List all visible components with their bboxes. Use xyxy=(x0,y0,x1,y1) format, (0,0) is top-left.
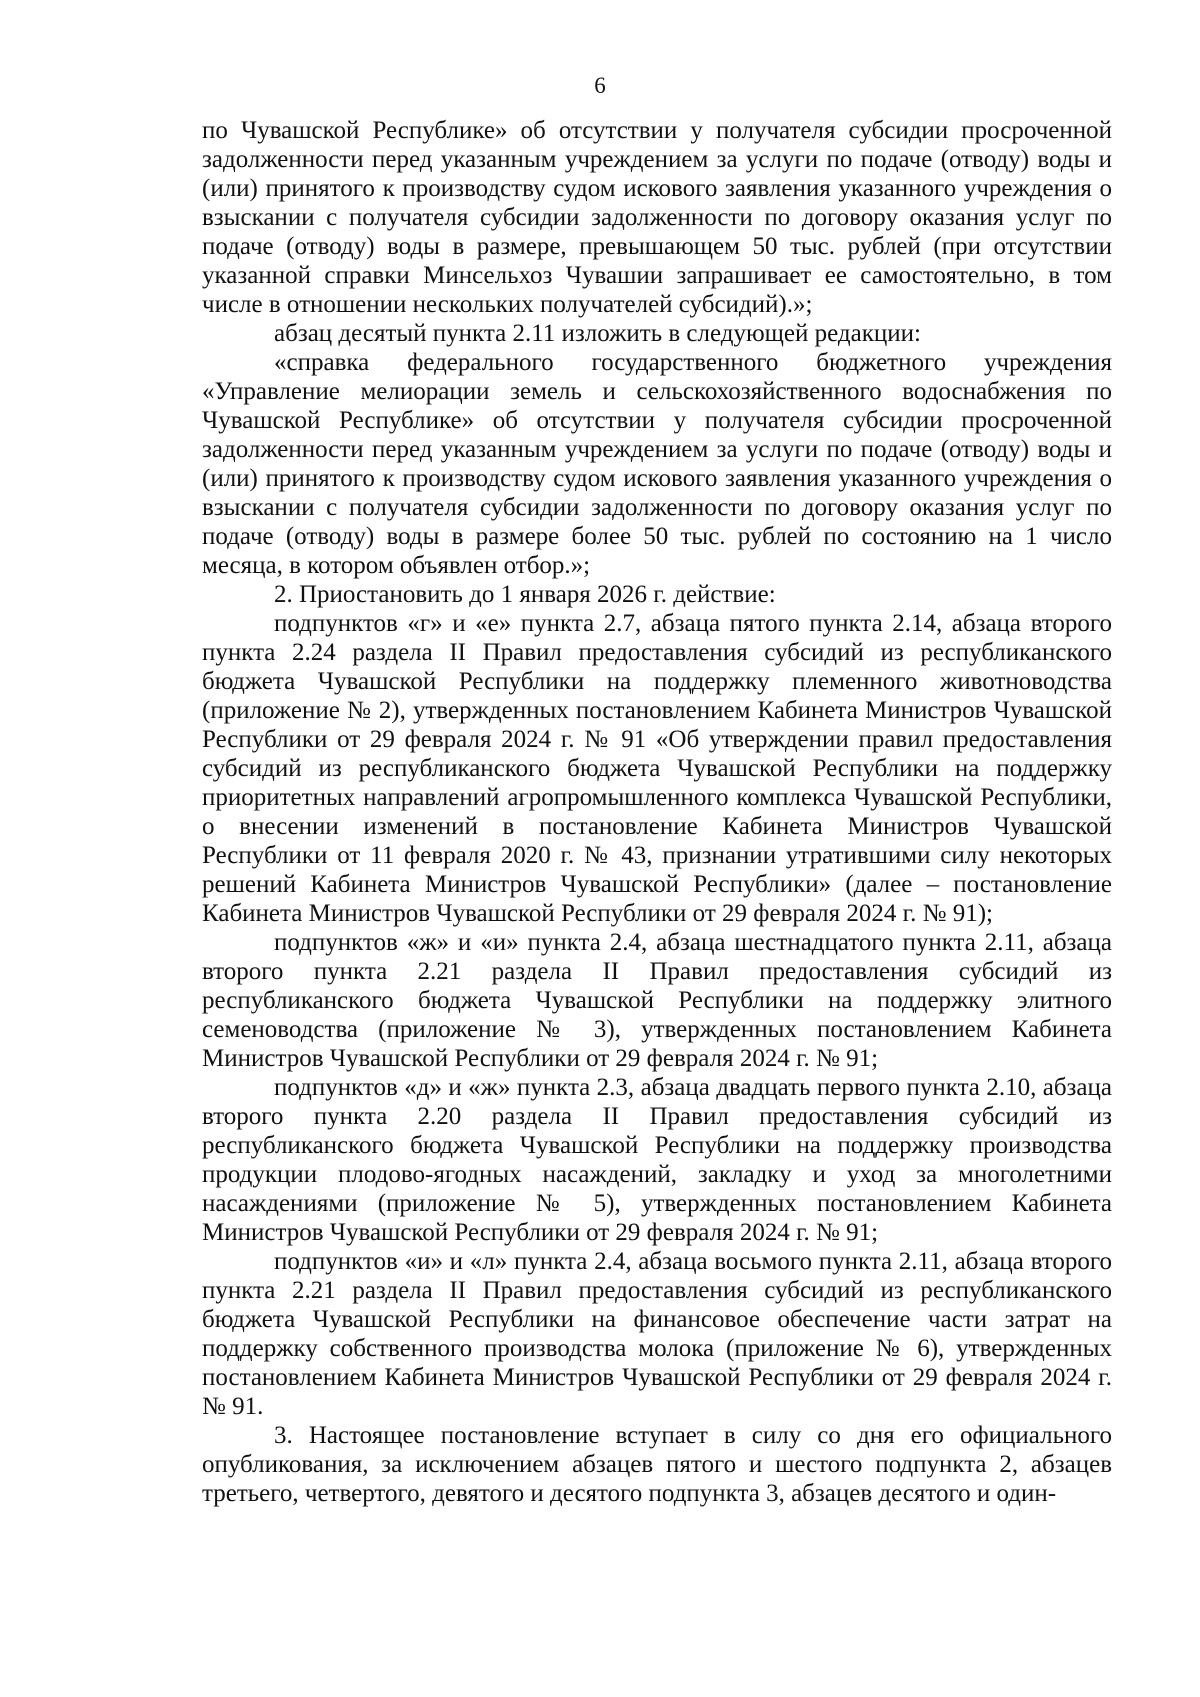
paragraph-amendment-text: «справка федерального государственного бюджетного учреждения «Управление мелиорации земель и сельскохозяйственного водоснабжения по Чувашской Республике» об отсутствии у получателя субсидии просроченной задолженности перед указанным учреждением за услуги по подаче (отводу) воды и (или) принятого к производству судом искового заявления указанного учреждения о взыскании с получателя субсидии задолженности по договору оказания услуг по подаче (отводу) воды в размере более 50 тыс. рублей по состоянию на 1 число месяца, в котором объявлен отбор.»; xyxy=(202,349,1112,579)
page-number: 6 xyxy=(594,73,606,98)
document-body xyxy=(202,116,1112,1508)
paragraph-continuation: по Чувашской Республике» об отсутствии у получателя субсидии просроченной задолженности перед указанным учреждением за услуги по подаче (отводу) воды и (или) принятого к производству судом искового заявления указанного учреждения о взыскании с получателя субсидии задолженности по договору оказания услуг по подаче (отводу) воды в размере, превышающем 50 тыс. рублей (при отсутствии указанной справки Минсельхоз Чувашии запрашивает ее самостоятельно, в том числе в отношении нескольких получателей субсидий).»; xyxy=(202,117,1112,318)
paragraph-amendment-intro: абзац десятый пункта 2.11 изложить в следующей редакции: xyxy=(274,320,921,347)
paragraph-suspension-4: подпунктов «и» и «л» пункта 2.4, абзаца восьмого пункта 2.11, абзаца второго пункта 2.21 раздела II Правил предоставления субсидий из республиканского бюджета Чувашской Республики на финансовое обеспечение части затрат на поддержку собственного производства молока (приложение № 6), утвержденных постановлением Кабинета Министров Чувашской Республики от 29 февраля 2024 г. № 91. xyxy=(202,1248,1112,1420)
paragraph-suspension-2: подпунктов «ж» и «и» пункта 2.4, абзаца шестнадцатого пункта 2.11, абзаца второго пункта 2.21 раздела II Правил предоставления субсидий из республиканского бюджета Чувашской Республики на поддержку элитного семеноводства (приложение № 3), утвержденных постановлением Кабинета Министров Чувашской Республики от 29 февраля 2024 г. № 91; xyxy=(202,929,1112,1072)
paragraph-item-3: 3. Настоящее постановление вступает в силу со дня его официального опубликования, за исключением абзацев пятого и шестого подпункта 2, абзацев третьего, четвертого, девятого и десятого подпункта 3, абзацев десятого и один- xyxy=(202,1422,1112,1507)
paragraph-suspension-3: подпунктов «д» и «ж» пункта 2.3, абзаца двадцать первого пункта 2.10, абзаца второго пункта 2.20 раздела II Правил предоставления субсидий из республиканского бюджета Чувашской Республики на поддержку производства продукции плодово-ягодных насаждений, закладку и уход за многолетними насаждениями (приложение № 5), утвержденных постановлением Кабинета Министров Чувашской Республики от 29 февраля 2024 г. № 91; xyxy=(202,1074,1112,1246)
paragraph-suspension-1: подпунктов «г» и «е» пункта 2.7, абзаца пятого пункта 2.14, абзаца второго пункта 2.24 раздела II Правил предоставления субсидий из республиканского бюджета Чувашской Республики на поддержку племенного животноводства (приложение № 2), утвержденных постановлением Кабинета Министров Чувашской Республики от 29 февраля 2024 г. № 91 «Об утверждении правил предоставления субсидий из республиканского бюджета Чувашской Республики на поддержку приоритетных направлений агропромышленного комплекса Чувашской Республики, о внесении изменений в постановление Кабинета Министров Чувашской Республики от 11 февраля 2020 г. № 43, признании утратившими силу некоторых решений Кабинета Министров Чувашской Республики» (далее – постановление Кабинета Министров Чувашской Республики от 29 февраля 2024 г. № 91); xyxy=(202,610,1112,927)
paragraph-item-2: 2. Приостановить до 1 января 2026 г. действие: xyxy=(274,581,776,608)
